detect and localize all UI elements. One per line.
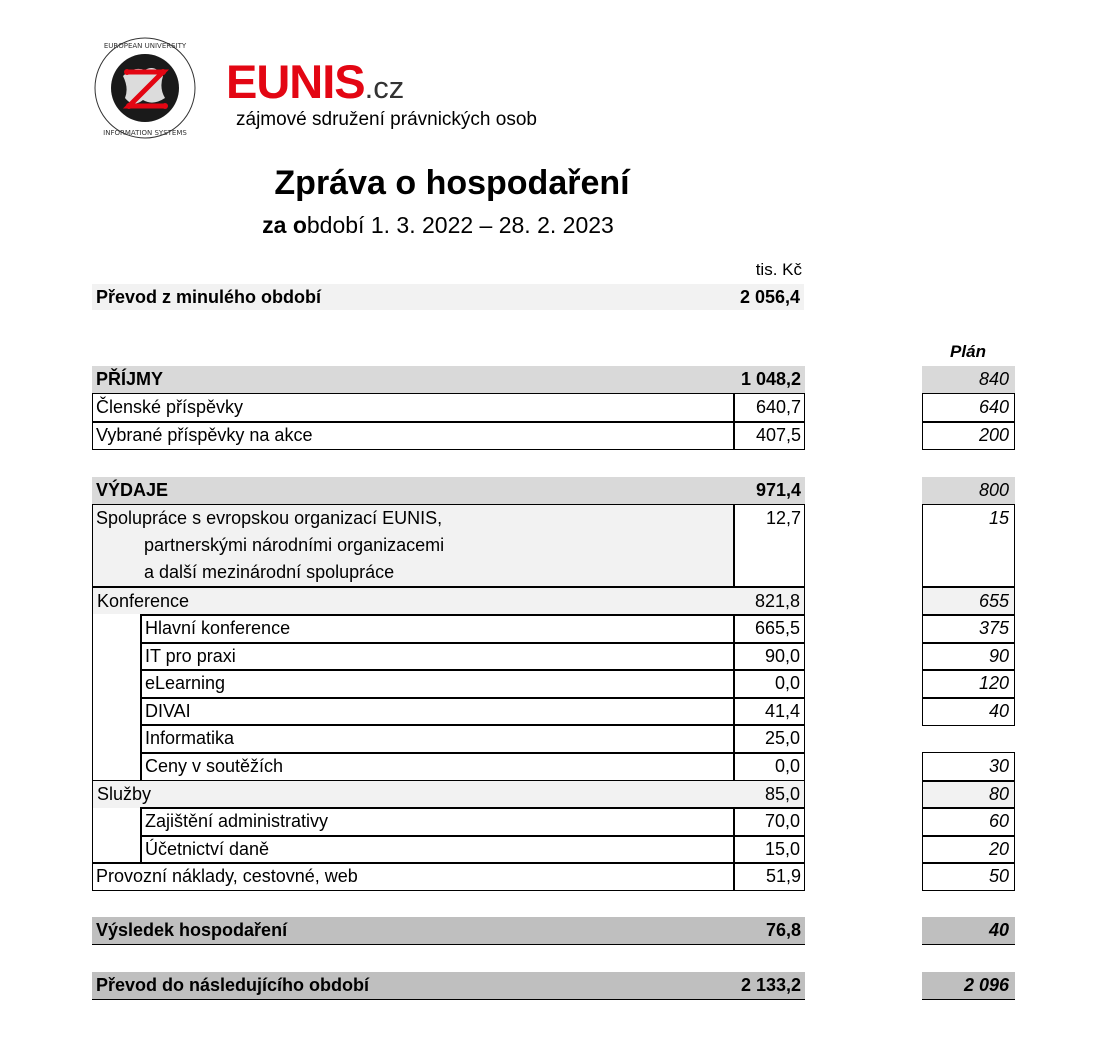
conference-item-row [141,643,804,670]
period-bold: za o [262,212,307,238]
conference-item-row [141,753,804,780]
conference-item-plan: 30 [988,756,1009,776]
conference-item-row [141,698,804,725]
operating-value: 51,9 [765,866,801,886]
income-header-row [92,366,805,394]
eunis-seal-logo [93,36,197,140]
conference-item-row [141,725,804,752]
transfer-out-row [92,972,805,1000]
services-item-plan: 20 [988,838,1009,859]
operating-row [92,863,805,890]
result-plan: 40 [922,917,1015,945]
conference-item-value: 25,0 [764,728,800,748]
income-item-value: 407,5 [755,425,801,445]
conference-item-label: DIVAI [145,701,191,721]
transfer-in-value: 2 056,4 [739,286,800,307]
period-rest: bdobí 1. 3. 2022 – 28. 2. 2023 [306,212,614,238]
operating-label: Provozní náklady, cestovné, web [96,866,358,886]
conference-item-value: 0,0 [774,673,800,693]
result-row [92,917,805,945]
income-item-label: Členské příspěvky [96,397,244,417]
income-plan: 840 [922,366,1015,394]
transfer-in-row [92,284,804,310]
conference-item-plan: 90 [988,646,1009,666]
coop-row-line1 [92,505,805,532]
result-label: Výsledek hospodaření [96,920,288,940]
conference-plan: 655 [978,590,1009,611]
services-item-plan: 60 [988,811,1009,831]
transfer-out-plan: 2 096 [922,972,1015,1000]
income-label: PŘÍJMY [96,369,164,389]
conference-item-plan: 120 [978,673,1009,693]
transfer-out-label: Převod do následujícího období [96,975,370,995]
coop-label-line3: a další mezinárodní spolupráce [144,562,395,582]
income-item-value: 640,7 [755,397,801,417]
expenses-value: 971,4 [755,480,801,500]
report-period [0,212,876,239]
conference-row [93,588,804,614]
coop-value: 12,7 [765,508,801,528]
conference-label: Konference [97,590,190,611]
income-item-row [92,394,805,421]
income-item-row [92,422,805,449]
conference-item-label: IT pro praxi [145,646,236,666]
services-value: 85,0 [764,784,800,804]
coop-row-line2 [92,532,732,559]
services-item-row [141,836,804,862]
eunis-wordmark [226,54,404,109]
conference-item-value: 90,0 [764,646,800,666]
operating-plan: 50 [988,866,1009,886]
services-item-label: Účetnictví daně [145,838,270,859]
expenses-label: VÝDAJE [96,480,169,500]
logo-main-text: EUNIS [226,55,365,108]
logo-subtitle: zájmové sdružení právnických osob [236,109,537,130]
income-item-label: Vybrané příspěvky na akce [96,425,313,445]
conference-item-label: Hlavní konference [145,618,291,638]
logo-domain-text: .cz [364,70,405,105]
income-item-plan: 640 [978,397,1009,417]
services-item-value: 15,0 [764,838,800,859]
services-item-row [141,808,804,835]
conference-item-label: Ceny v soutěžích [145,756,284,776]
report-title: Zpráva o hospodaření [274,164,630,202]
services-label: Služby [97,784,152,804]
conference-value: 821,8 [754,590,800,611]
conference-item-label: eLearning [145,673,226,693]
expenses-plan: 800 [922,477,1015,505]
income-item-plan: 200 [978,425,1009,445]
svg-text:INFORMATION SYSTEMS: INFORMATION SYSTEMS [103,129,187,137]
income-value: 1 048,2 [740,369,801,389]
expenses-header-row [92,477,805,505]
plan-header: Plán [950,342,986,361]
conference-item-plan: 40 [988,701,1009,721]
services-item-label: Zajištění administrativy [145,811,329,831]
coop-label-line1: Spolupráce s evropskou organizací EUNIS, [96,508,443,528]
coop-label-line2: partnerskými národními organizacemi [144,535,445,555]
conference-item-value: 41,4 [764,701,800,721]
conference-item-value: 665,5 [754,618,800,638]
svg-text:EUROPEAN UNIVERSITY: EUROPEAN UNIVERSITY [103,42,187,50]
coop-row-line3 [92,559,732,586]
coop-plan: 15 [988,508,1009,528]
conference-item-row [141,670,804,697]
conference-item-label: Informatika [145,728,235,748]
conference-item-row [141,615,804,642]
unit-label: tis. Kč [755,260,802,279]
conference-item-value: 0,0 [774,756,800,776]
services-plan: 80 [988,784,1009,804]
transfer-in-label: Převod z minulého období [96,286,321,307]
transfer-out-value: 2 133,2 [740,975,801,995]
services-row [93,781,804,808]
services-item-value: 70,0 [764,811,800,831]
conference-item-plan: 375 [978,618,1009,638]
result-value: 76,8 [765,920,801,940]
